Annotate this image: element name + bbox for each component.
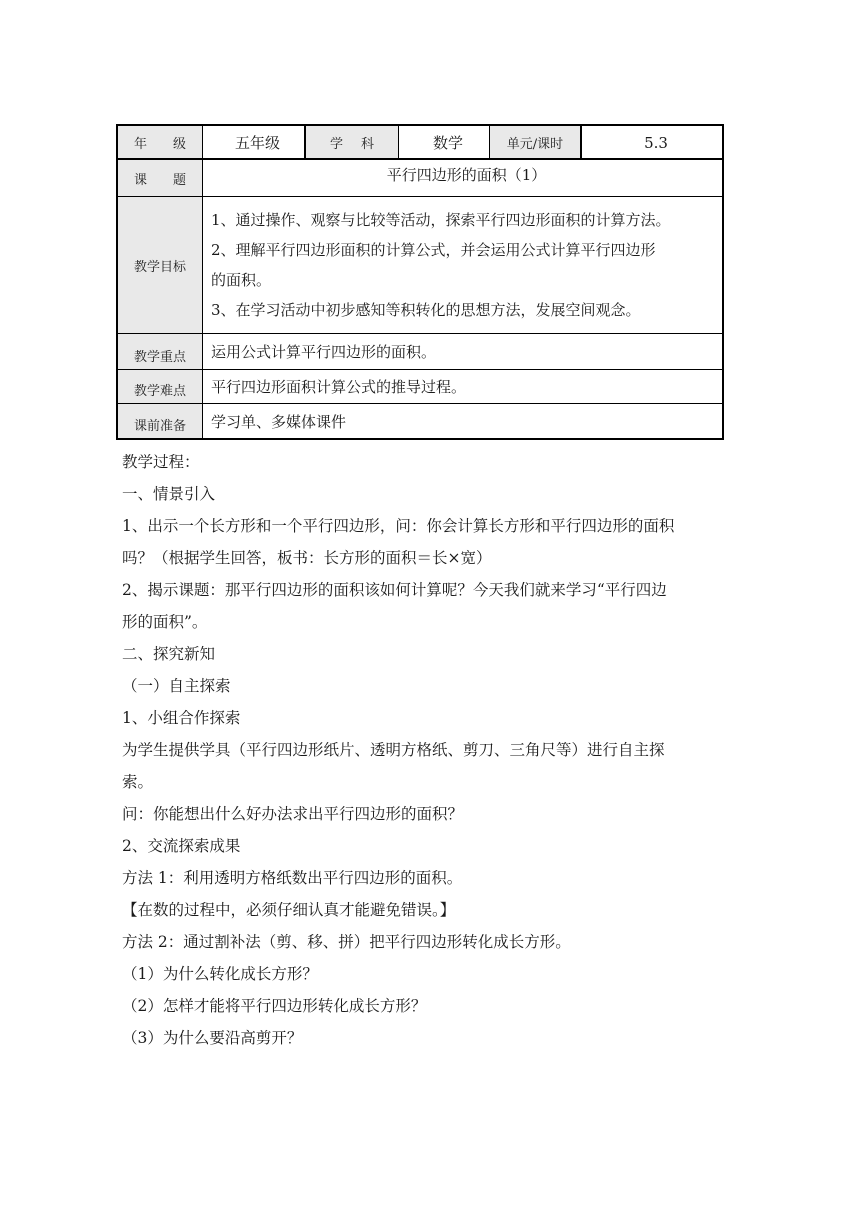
goal-item: 1、通过操作、观察与比较等活动，探索平行四边形面积的计算方法。 — [211, 211, 671, 229]
row-difficulty — [118, 370, 722, 404]
paragraph-line: 形的面积”。 — [122, 613, 208, 631]
goals-label: 教学目标 — [118, 197, 203, 333]
paragraph-line: 为学生提供学具（平行四边形纸片、透明方格纸、剪刀、三角尺等）进行自主探 — [122, 741, 665, 759]
key-label: 教学重点 — [118, 334, 203, 369]
paragraph-line: 1、出示一个长方形和一个平行四边形，问：你会计算长方形和平行四边形的面积 — [122, 517, 675, 535]
question-line: （2）怎样才能将平行四边形转化成长方形？ — [122, 997, 427, 1015]
goals-list — [203, 197, 722, 333]
row-key-point — [118, 334, 722, 370]
section-heading: 二、探究新知 — [122, 645, 216, 663]
paragraph-line: 问：你能想出什么好办法求出平行四边形的面积？ — [122, 805, 464, 823]
paragraph-line: 2、揭示课题：那平行四边形的面积该如何计算呢？今天我们就来学习“平行四边 — [122, 581, 667, 599]
lesson-process-text — [122, 446, 742, 1054]
grade-value: 五年级 — [203, 126, 306, 158]
topic-value: 平行四边形的面积（1） — [386, 166, 547, 184]
paragraph-line: 【在数的过程中，必须仔细认真才能避免错误。】 — [122, 901, 456, 919]
row-preparation — [118, 404, 722, 438]
paragraph-line: 吗？（根据学生回答，板书：长方形的面积＝长×宽） — [122, 549, 492, 567]
key-value: 运用公式计算平行四边形的面积。 — [211, 343, 437, 361]
unit-label: 单元/课时 — [490, 126, 582, 158]
section-heading: 一、情景引入 — [122, 485, 216, 503]
subject-value: 数学 — [399, 126, 490, 158]
topic-label: 课 题 — [118, 160, 203, 196]
paragraph-line: 方法 1：利用透明方格纸数出平行四边形的面积。 — [122, 869, 463, 887]
grade-label: 年 级 — [118, 126, 203, 158]
subject-label: 学 科 — [306, 126, 399, 158]
paragraph-line: 2、交流探索成果 — [122, 837, 241, 855]
section-heading: 教学过程： — [122, 453, 200, 471]
prep-label: 课前准备 — [118, 404, 203, 438]
question-line: （1）为什么转化成长方形？ — [122, 965, 318, 983]
subsection-heading: （一）自主探索 — [122, 677, 231, 695]
row-grade-subject-unit — [118, 126, 722, 160]
goal-item: 的面积。 — [211, 271, 272, 289]
row-topic — [118, 160, 722, 197]
difficulty-label: 教学难点 — [118, 370, 203, 403]
lesson-info-table — [116, 124, 724, 440]
goal-item: 2、理解平行四边形面积的计算公式，并会运用公式计算平行四边形 — [211, 241, 656, 259]
goal-item: 3、在学习活动中初步感知等积转化的思想方法，发展空间观念。 — [211, 301, 641, 319]
row-goals — [118, 197, 722, 334]
question-line: （3）为什么要沿高剪开？ — [122, 1029, 303, 1047]
prep-value: 学习单、多媒体课件 — [211, 412, 347, 431]
paragraph-line: 1、小组合作探索 — [122, 709, 241, 727]
paragraph-line: 方法 2：通过割补法（剪、移、拼）把平行四边形转化成长方形。 — [122, 933, 571, 951]
unit-value: 5.3 — [644, 134, 668, 152]
paragraph-line: 索。 — [122, 773, 154, 791]
difficulty-value: 平行四边形面积计算公式的推导过程。 — [211, 378, 467, 396]
